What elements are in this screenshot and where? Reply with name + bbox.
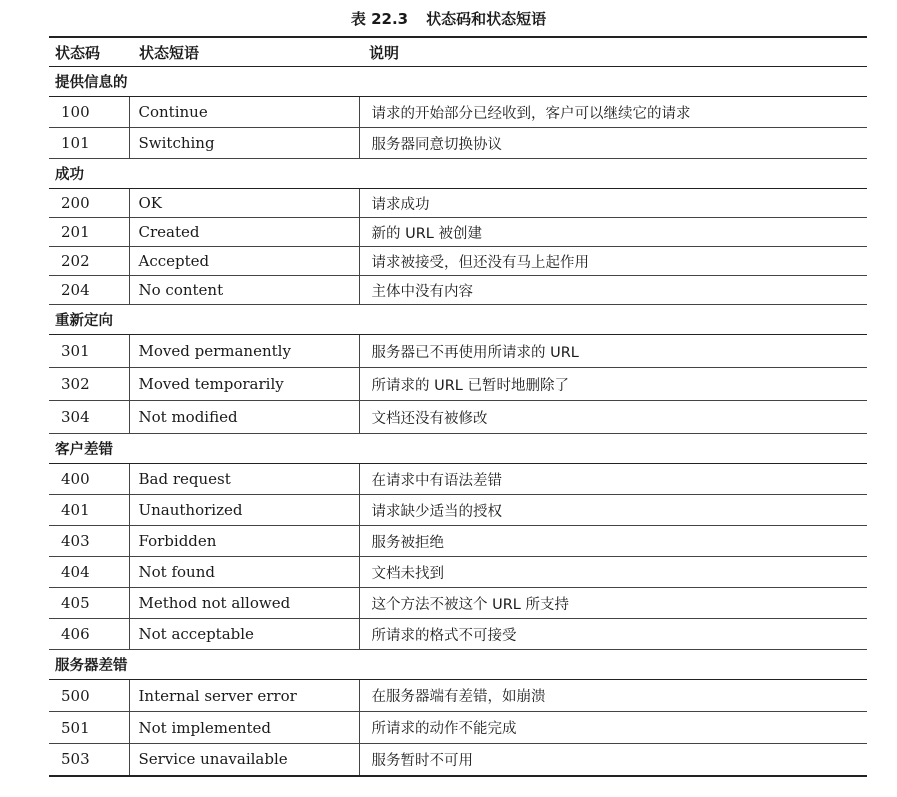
description-cell: 文档未找到 [359, 557, 867, 588]
status-phrase-cell: Internal server error [129, 680, 359, 712]
table-row [49, 495, 867, 526]
table-row [49, 680, 867, 712]
group-header-row [49, 650, 867, 680]
status-code-cell: 201 [49, 218, 129, 247]
description-cell: 所请求的动作不能完成 [359, 712, 867, 744]
group-header-row [49, 159, 867, 189]
table-body [49, 67, 867, 776]
table-row [49, 588, 867, 619]
header-desc: 说明 [359, 37, 867, 67]
table-row [49, 335, 867, 368]
status-phrase-cell: Forbidden [129, 526, 359, 557]
description-cell: 所请求的格式不可接受 [359, 619, 867, 650]
status-phrase-cell: Not acceptable [129, 619, 359, 650]
table-row [49, 401, 867, 434]
status-phrase-cell: No content [129, 276, 359, 305]
status-code-cell: 204 [49, 276, 129, 305]
description-cell: 请求的开始部分已经收到，客户可以继续它的请求 [359, 97, 867, 128]
table-row [49, 276, 867, 305]
group-label: 提供信息的 [49, 67, 867, 97]
header-row [49, 37, 867, 67]
status-phrase-cell: Created [129, 218, 359, 247]
status-phrase-cell: Switching [129, 128, 359, 159]
status-code-cell: 301 [49, 335, 129, 368]
status-phrase-cell: Bad request [129, 464, 359, 495]
status-code-cell: 406 [49, 619, 129, 650]
table-row [49, 247, 867, 276]
status-phrase-cell: Not implemented [129, 712, 359, 744]
header-code: 状态码 [49, 37, 129, 67]
description-cell: 所请求的 URL 已暂时地删除了 [359, 368, 867, 401]
group-label: 重新定向 [49, 305, 867, 335]
table-row [49, 712, 867, 744]
status-code-table [49, 36, 867, 777]
group-header-row [49, 434, 867, 464]
description-cell: 服务被拒绝 [359, 526, 867, 557]
description-cell: 文档还没有被修改 [359, 401, 867, 434]
table-row [49, 557, 867, 588]
table-row [49, 464, 867, 495]
table-row [49, 526, 867, 557]
group-label: 服务器差错 [49, 650, 867, 680]
table-row [49, 97, 867, 128]
description-cell: 服务器已不再使用所请求的 URL [359, 335, 867, 368]
table-caption [0, 8, 897, 29]
status-code-cell: 503 [49, 744, 129, 776]
group-header-row [49, 67, 867, 97]
description-cell: 这个方法不被这个 URL 所支持 [359, 588, 867, 619]
status-code-cell: 302 [49, 368, 129, 401]
description-cell: 请求被接受，但还没有马上起作用 [359, 247, 867, 276]
status-code-cell: 404 [49, 557, 129, 588]
status-code-cell: 500 [49, 680, 129, 712]
table-row [49, 189, 867, 218]
description-cell: 在服务器端有差错，如崩溃 [359, 680, 867, 712]
status-phrase-cell: Continue [129, 97, 359, 128]
status-code-cell: 403 [49, 526, 129, 557]
status-code-cell: 501 [49, 712, 129, 744]
table-row [49, 128, 867, 159]
status-code-cell: 100 [49, 97, 129, 128]
status-code-cell: 202 [49, 247, 129, 276]
description-cell: 请求成功 [359, 189, 867, 218]
table-row [49, 368, 867, 401]
status-phrase-cell: Accepted [129, 247, 359, 276]
description-cell: 在请求中有语法差错 [359, 464, 867, 495]
status-code-cell: 405 [49, 588, 129, 619]
status-code-cell: 400 [49, 464, 129, 495]
table-row [49, 218, 867, 247]
status-phrase-cell: Moved temporarily [129, 368, 359, 401]
status-phrase-cell: Not modified [129, 401, 359, 434]
status-phrase-cell: Service unavailable [129, 744, 359, 776]
description-cell: 服务器同意切换协议 [359, 128, 867, 159]
status-code-cell: 304 [49, 401, 129, 434]
status-phrase-cell: Unauthorized [129, 495, 359, 526]
description-cell: 服务暂时不可用 [359, 744, 867, 776]
status-code-cell: 200 [49, 189, 129, 218]
group-label: 客户差错 [49, 434, 867, 464]
description-cell: 主体中没有内容 [359, 276, 867, 305]
status-phrase-cell: Moved permanently [129, 335, 359, 368]
group-label: 成功 [49, 159, 867, 189]
status-code-cell: 401 [49, 495, 129, 526]
group-header-row [49, 305, 867, 335]
table-title: 状态码和状态短语 [426, 10, 547, 28]
description-cell: 新的 URL 被创建 [359, 218, 867, 247]
status-code-cell: 101 [49, 128, 129, 159]
table-number: 表 22.3 [350, 10, 409, 28]
table-row [49, 744, 867, 776]
table-row [49, 619, 867, 650]
description-cell: 请求缺少适当的授权 [359, 495, 867, 526]
header-phrase: 状态短语 [129, 37, 359, 67]
status-phrase-cell: OK [129, 189, 359, 218]
status-phrase-cell: Not found [129, 557, 359, 588]
status-phrase-cell: Method not allowed [129, 588, 359, 619]
